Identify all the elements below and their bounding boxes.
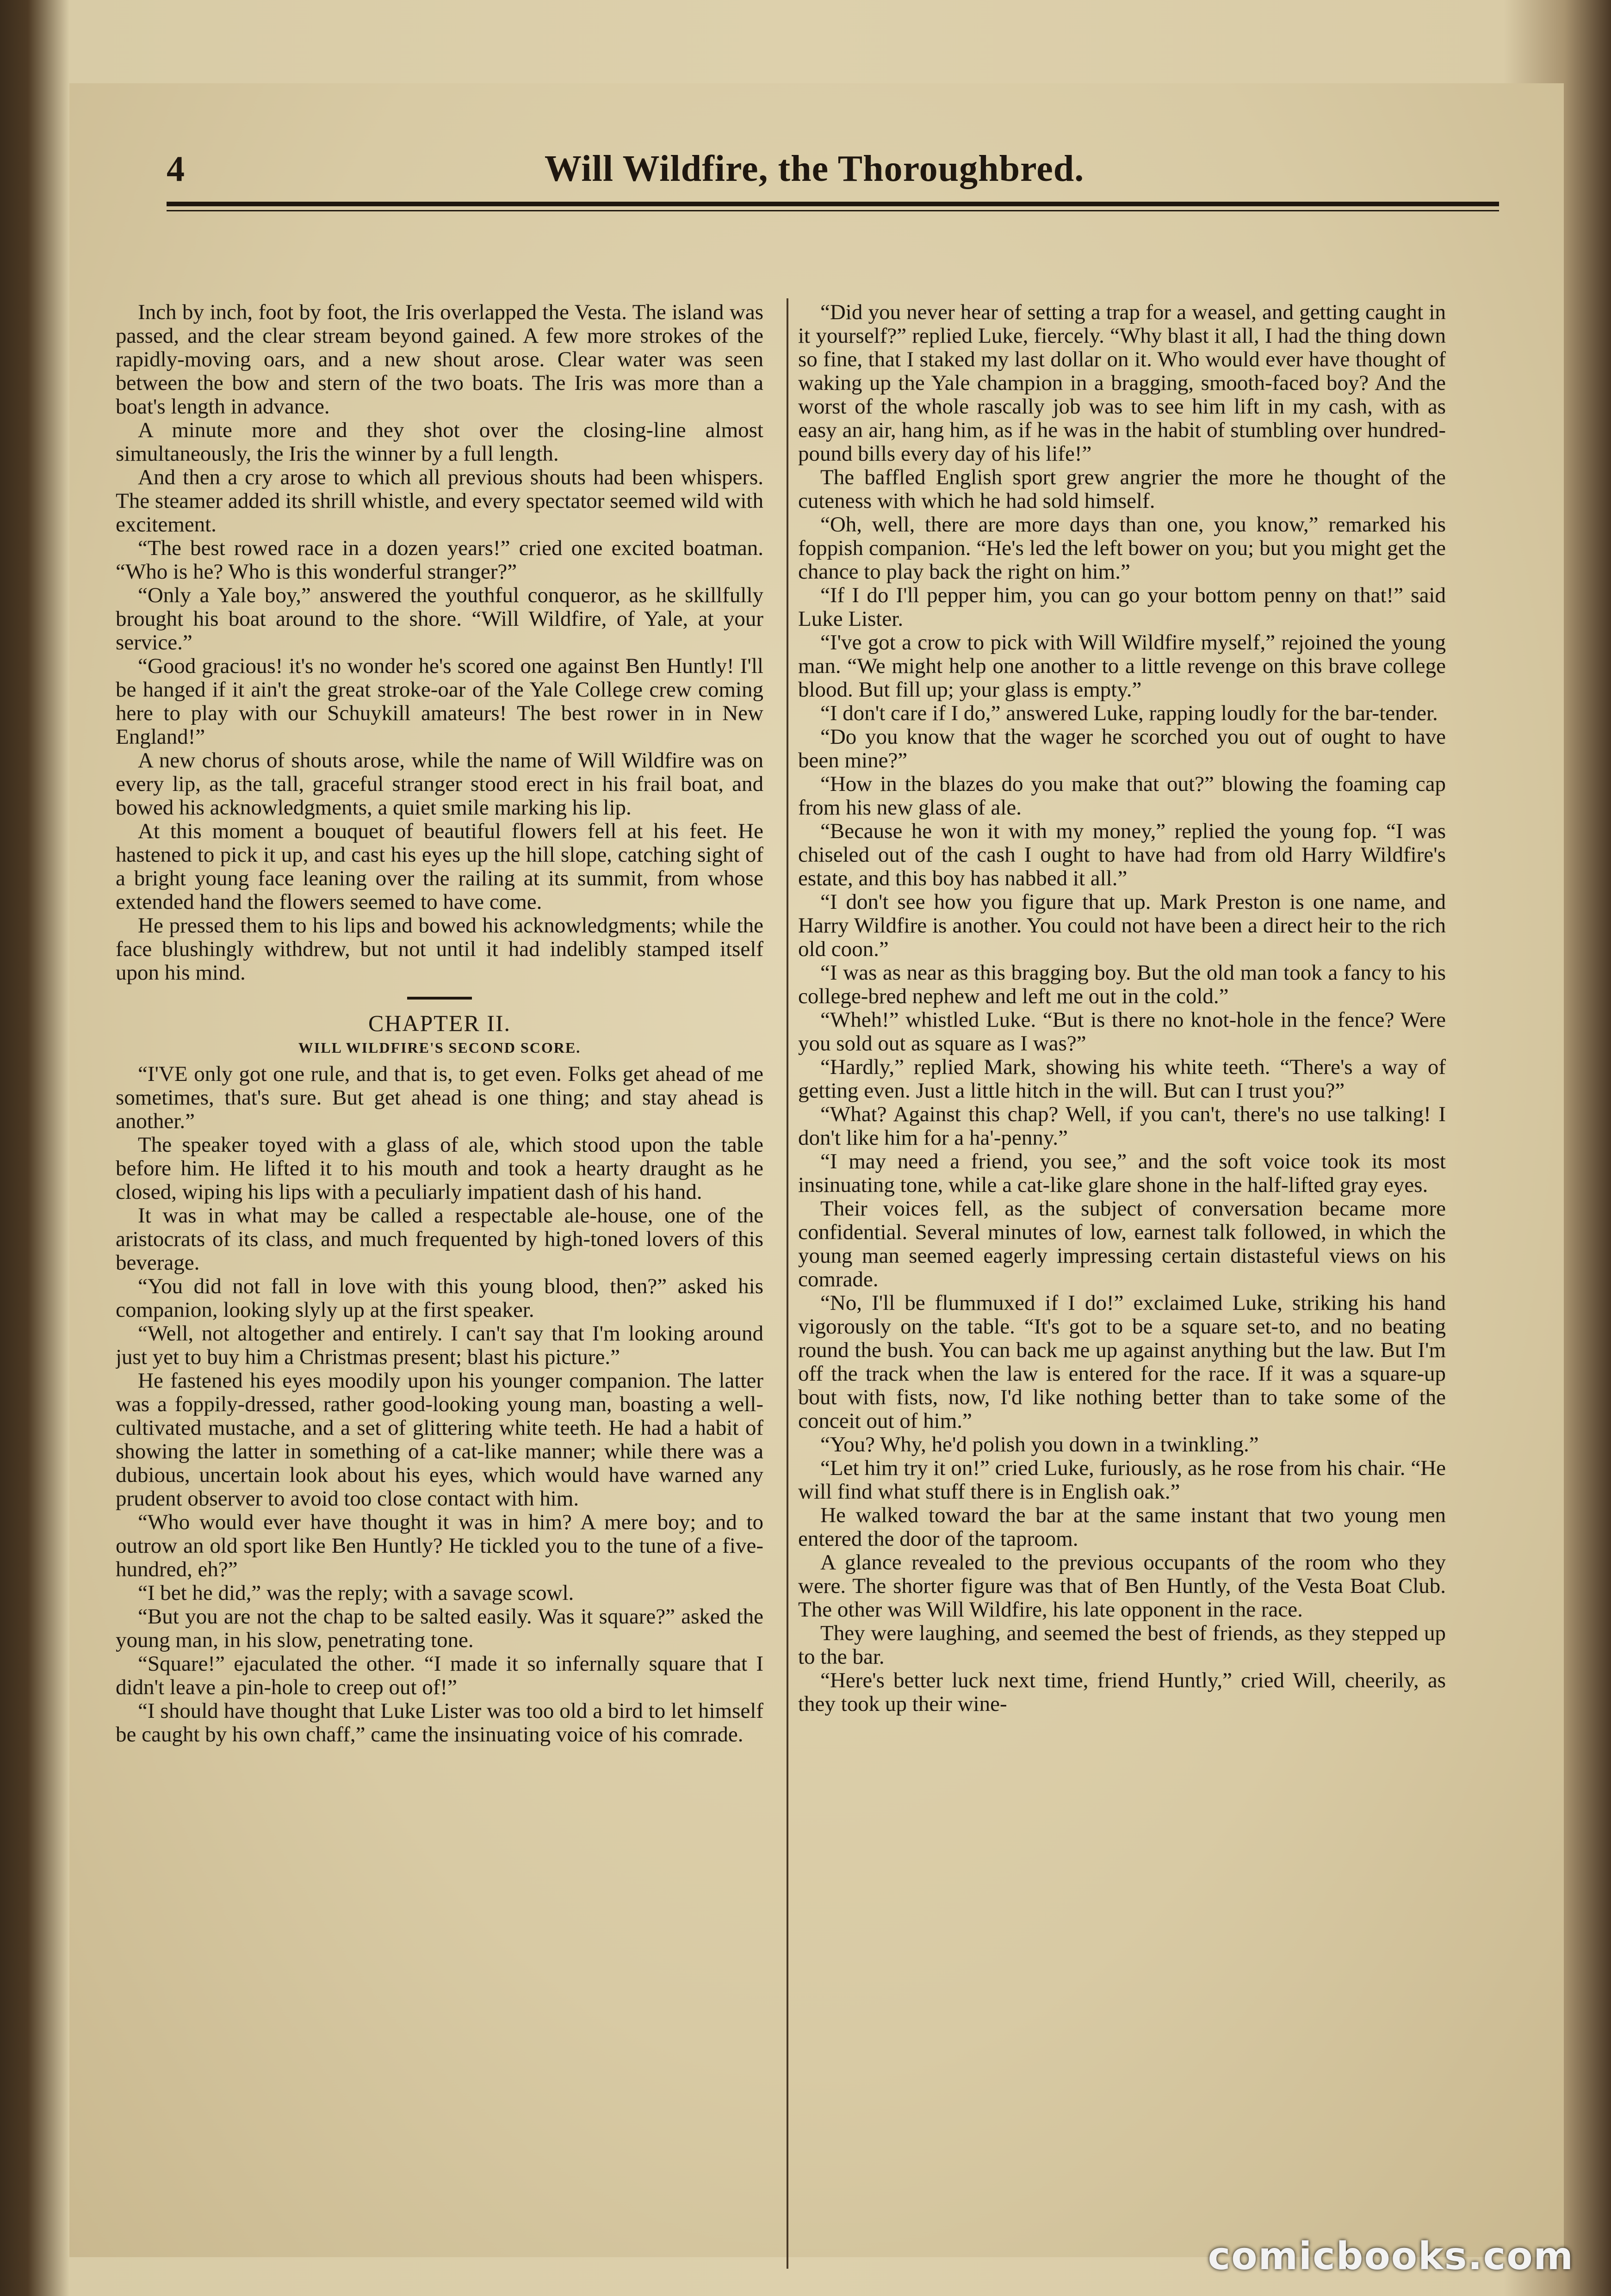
paragraph: “Hardly,” replied Mark, showing his white teeth. “There's a way of getting even. Just a little hitch in the will. But can I trust you?” [798,1055,1446,1103]
paragraph: “Who would ever have thought it was in him? A mere boy; and to outrow an old sport like Ben Huntly? He tickled you to the tune of a five-hundred, eh?” [116,1510,763,1581]
paragraph: “Only a Yale boy,” answered the youthful conqueror, as he skillfully brought his boat around to the shore. “Will Wildfire, of Yale, at your service.” [116,583,763,654]
paragraph: “Do you know that the wager he scorched you out of ought to have been mine?” [798,725,1446,772]
column-rule [787,298,788,2269]
paragraph: “I should have thought that Luke Lister was too old a bird to let himself be caught by his own chaff,” came the insinuating voice of his comrade. [116,1699,763,1747]
paragraph: “Did you never hear of setting a trap for a weasel, and getting caught in it yourself?” replied Luke, fiercely. “Why blast it all, I had the thing down so fine, that I staked my last dollar on it. Who would ever have thought of waking up the Yale champion in a bragging, smooth-faced boy? And the worst of the whole rascally job was to see him lift in my cash, with as easy an air, hang him, as if he was in the habit of stumbling over hundred-pound bills every day of his life!” [798,301,1446,466]
paragraph: “Oh, well, there are more days than one, you know,” remarked his foppish companion. “He's led the left bower on you; but you might get the chance to play back the right on him.” [798,512,1446,584]
paragraph: “Well, not altogether and entirely. I can't say that I'm looking around just yet to buy him a Christmas present; blast his picture.” [116,1321,763,1369]
right-column-text [798,301,1446,1716]
paragraph: And then a cry arose to which all previous shouts had been whispers. The steamer added its shrill whistle, and every spectator seemed wild with excitement. [116,465,763,537]
chapter-text [116,1062,763,1747]
paragraph: A glance revealed to the previous occupants of the room who they were. The shorter figure was that of Ben Huntly, of the Vesta Boat Club. The other was Will Wildfire, his late opponent in the race. [798,1550,1446,1622]
paragraph: “You did not fall in love with this young blood, then?” asked his companion, looking slyly up at the first speaker. [116,1274,763,1322]
paragraph: A minute more and they shot over the closing-line almost simultaneously, the Iris the winner by a full length. [116,418,763,466]
left-column [116,301,763,2271]
paragraph: “I'VE only got one rule, and that is, to get even. Folks get ahead of me sometimes, that's sure. But get ahead is one thing; and stay ahead is another.” [116,1062,763,1133]
paragraph: “Wheh!” whistled Luke. “But is there no knot-hole in the fence? Were you sold out as square as I was?” [798,1008,1446,1055]
paragraph: “Because he won it with my money,” replied the young fop. “I was chiseled out of the cash I ought to have had from old Harry Wildfire's estate, and this boy has nabbed it all.” [798,819,1446,890]
chapter-subtitle: WILL WILDFIRE'S SECOND SCORE. [298,1039,581,1056]
paragraph: Inch by inch, foot by foot, the Iris overlapped the Vesta. The island was passed, and the clear stream beyond gained. A few more strokes of the rapidly-moving oars, and a new shout arose. Clear water was seen between the bow and stern of the two boats. The Iris was more than a boat's length in advance. [116,301,763,419]
paragraph: “But you are not the chap to be salted easily. Was it square?” asked the young man, in his slow, penetrating tone. [116,1605,763,1652]
paragraph: “I don't care if I do,” answered Luke, rapping loudly for the bar-tender. [820,701,1438,725]
left-column-text [116,301,763,985]
paragraph: “What? Against this chap? Well, if you can't, there's no use talking! I don't like him for a ha'-penny.” [798,1102,1446,1150]
paragraph: “I've got a crow to pick with Will Wildfire myself,” rejoined the young man. “We might help one another to a little revenge on this brave college blood. But fill up; your glass is empty.” [798,630,1446,702]
paragraph: “Square!” ejaculated the other. “I made it so infernally square that I didn't leave a pin-hole to creep out of!” [116,1652,763,1699]
paragraph: “You? Why, he'd polish you down in a twinkling.” [820,1432,1259,1457]
paragraph: “Let him try it on!” cried Luke, furiously, as he rose from his chair. “He will find what stuff there is in English oak.” [798,1456,1446,1504]
paragraph: A new chorus of shouts arose, while the name of Will Wildfire was on every lip, as the tall, graceful stranger stood erect in his frail boat, and bowed his acknowledgments, a quiet smile marking his lip. [116,748,763,820]
watermark: comicbooks.com [1208,2234,1574,2278]
paragraph: “Here's better luck next time, friend Huntly,” cried Will, cheerily, as they took up their wine- [798,1668,1446,1716]
paragraph: “No, I'll be flummuxed if I do!” exclaimed Luke, striking his hand vigorously on the table. “It's got to be a square set-to, and no beating round the bush. You can back me up against anything but the law. But I'm off the track when the law is entered for the race. If it was a square-up bout with fists, now, I'd like nothing better than to take some of the conceit out of him.” [798,1291,1446,1433]
paragraph: “I bet he did,” was the reply; with a savage scowl. [138,1581,574,1605]
paragraph: “I was as near as this bragging boy. But the old man took a fancy to his college-bred nephew and left me out in the cold.” [798,961,1446,1008]
header-rule-thin [167,210,1499,211]
magazine-page [69,83,1564,2257]
paragraph: The baffled English sport grew angrier the more he thought of the cuteness with which he had sold himself. [798,465,1446,513]
page-header [116,148,1513,227]
header-rule-thick [167,202,1499,206]
section-divider [407,997,472,1000]
paragraph: The speaker toyed with a glass of ale, which stood upon the table before him. He lifted it to his mouth and took a hearty draught as he closed, wiping his lips with a peculiarly impatient dash of his hand. [116,1133,763,1204]
paragraph: They were laughing, and seemed the best of friends, as they stepped up to the bar. [798,1621,1446,1669]
paragraph: At this moment a bouquet of beautiful flowers fell at his feet. He hastened to pick it up, and cast his eyes up the hill slope, catching sight of a bright young face leaning over the railing at its summit, from whose extended hand the flowers seemed to have come. [116,819,763,914]
paragraph: He pressed them to his lips and bowed his acknowledgments; while the face blushingly withdrew, but not until it had indelibly stamped itself upon his mind. [116,913,763,985]
paragraph: “If I do I'll pepper him, you can go your bottom penny on that!” said Luke Lister. [798,583,1446,631]
chapter-title: CHAPTER II. [368,1010,511,1036]
paragraph: “I may need a friend, you see,” and the soft voice took its most insinuating tone, while a cat-like glare shone in the half-lifted gray eyes. [798,1149,1446,1197]
paragraph: “How in the blazes do you make that out?” blowing the foaming cap from his new glass of ale. [798,772,1446,820]
page-number: 4 [167,148,185,189]
paragraph: “Good gracious! it's no wonder he's scored one against Ben Huntly! I'll be hanged if it ain't the great stroke-oar of the Yale College crew coming here to play with our Schuykill amateurs! The best rower in in New England!” [116,654,763,749]
paragraph: Their voices fell, as the subject of conversation became more confidential. Several minutes of low, earnest talk followed, in which the young man seemed eagerly impressing certain distasteful views on his comrade. [798,1197,1446,1291]
paragraph: He fastened his eyes moodily upon his younger companion. The latter was a foppily-dressed, rather good-looking young man, boasting a well-cultivated mustache, and a set of glittering white teeth. He had a habit of showing the latter in something of a cat-like manner; while there was a dubious, uncertain look about his eyes, which would have warned any prudent observer to avoid too close contact with him. [116,1369,763,1511]
paragraph: “I don't see how you figure that up. Mark Preston is one name, and Harry Wildfire is another. You could not have been a direct heir to the rich old coon.” [798,890,1446,961]
right-column [798,301,1446,2271]
paragraph: “The best rowed race in a dozen years!” cried one excited boatman. “Who is he? Who is this wonderful stranger?” [116,536,763,584]
paragraph: It was in what may be called a respectable ale-house, one of the aristocrats of its class, and much frequented by high-toned lovers of this beverage. [116,1204,763,1275]
running-title: Will Wildfire, the Thoroughbred. [544,148,1084,189]
paragraph: He walked toward the bar at the same instant that two young men entered the door of the taproom. [798,1503,1446,1551]
